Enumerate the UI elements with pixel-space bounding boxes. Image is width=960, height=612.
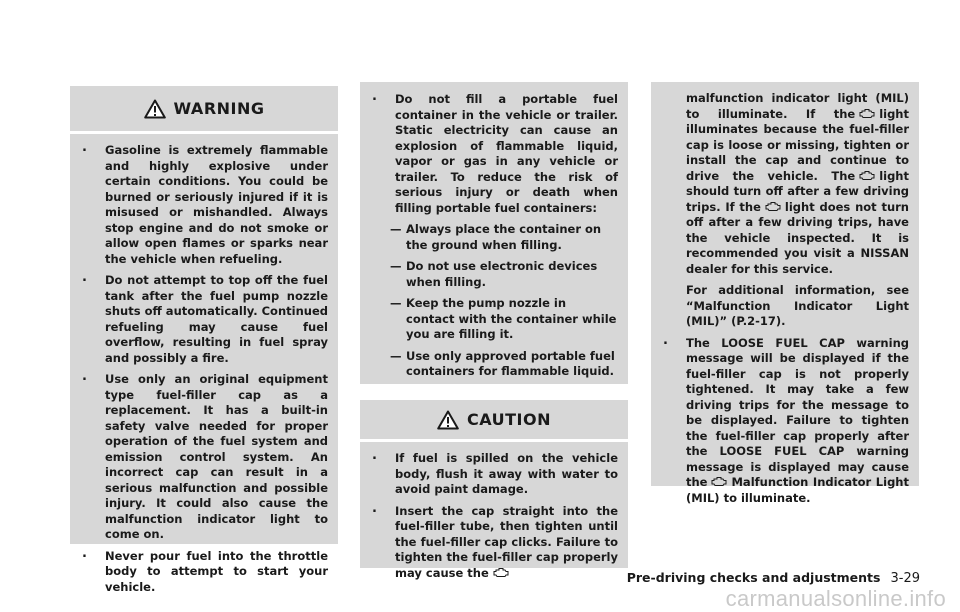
warning-sub-item [370,349,618,380]
caution-text-segment: Malfunction Indicator Light (MIL) to illuminate. [686,475,909,505]
warning-header [70,86,338,134]
warning-body [70,134,338,595]
caution-item: . If fuel is spilled on the vehicle body, flush it away with water to avoid paint damage. [370,451,618,498]
dash-glyph: — [390,259,402,273]
warning-sub-item [370,222,618,253]
page-footer [627,570,920,586]
caution-text-segment: light should turn off after a few driving trips. If the [686,168,909,214]
caution-text-segment: malfunction indicator light (MIL) to illuminate. If the [686,91,909,121]
caution-reference: For additional information, see “Malfunction Indicator Light (MIL)” (P.2-17). [686,283,909,328]
warning-continued-panel [360,82,628,384]
warning-panel [70,86,338,594]
caution-item [661,336,909,507]
caution-title: CAUTION [467,410,551,429]
engine-mil-icon [765,201,781,212]
caution-text-segment: The LOOSE FUEL CAP warning message will be displayed if the fuel-filler cap is not properly tightened. It may take a few driving trips for the message to be displayed. Failure to tighten the fuel-filler cap properly after the LOOSE FUEL CAP warning message is displayed may cause the [686,335,909,489]
caution-header [360,400,628,442]
dash-glyph: — [390,222,402,236]
warning-item: . Never pour fuel into the throttle body to attempt to start your vehicle. [80,549,328,596]
warning-triangle-icon [144,99,166,119]
watermark: carmanualsonline.info [725,586,946,611]
caution-continued-panel [651,82,919,505]
warning-sub-item [370,296,618,343]
caution-continued-body [651,82,919,506]
caution-text-segment: light illuminates because the fuel-filler cap is loose or missing, tighten or install the cap and continue to drive the vehicle. The [686,106,909,183]
dash-glyph: — [390,296,402,310]
engine-mil-icon [859,170,875,181]
caution-item-text: Insert the cap straight into the fuel-filler tube, then tighten until the fuel-filler cap clicks. Failure to tighten the fuel-filler cap properly may cause the [395,503,618,580]
warning-item: . Use only an original equipment type fuel-filler cap as a replacement. It has a built-in safety valve needed for proper operation of the fuel system and emission control system. An incorrect cap can result in a serious malfunction and possible injury. It could also cause the malfunction indicator light to come on. [80,372,328,543]
section-title: Pre-driving checks and adjustments [626,570,881,585]
page-number: 3-29 [890,571,920,586]
warning-sub-item-text: Use only approved portable fuel containers for flammable liquid. [406,348,615,378]
caution-continued-text [661,91,909,277]
warning-sub-item-text: Do not use electronic devices when filling. [406,259,598,289]
engine-mil-icon [859,108,875,119]
warning-item: . Gasoline is extremely flammable and highly explosive under certain conditions. You could be burned or seriously injured if it is misused or mishandled. Always stop engine and do not smoke or allow open flames or sparks near the vehicle when refueling. [80,143,328,267]
warning-sub-item-text: Always place the container on the ground when filling. [406,222,602,252]
warning-item: . Do not attempt to top off the fuel tank after the fuel pump nozzle shuts off automatically. Continued refueling may cause fuel overflow, resulting in fuel spray and possibly a fire. [80,273,328,366]
caution-item [370,504,618,582]
dash-glyph: — [390,348,402,363]
caution-body [360,442,628,581]
warning-continued-body [360,82,628,380]
caution-text-segment: light does not turn off after a few driving trips, have the vehicle inspected. It is recommended you visit a NISSAN dealer for this service. [686,199,909,276]
warning-title: WARNING [173,99,265,118]
engine-mil-icon [493,567,509,578]
warning-sub-item [370,259,618,290]
engine-mil-icon [711,476,727,487]
warning-sub-item-text: Keep the pump nozzle in contact with the container while you are filling it. [406,296,617,341]
warning-item: . Do not fill a portable fuel container in the vehicle or trailer. Static electricity can cause an explosion of flammable liquid, vapor or gas in any vehicle or trailer. To reduce the risk of serious injury or death when filling portable fuel containers: [370,92,618,216]
caution-triangle-icon [437,410,459,430]
caution-panel [360,400,628,580]
